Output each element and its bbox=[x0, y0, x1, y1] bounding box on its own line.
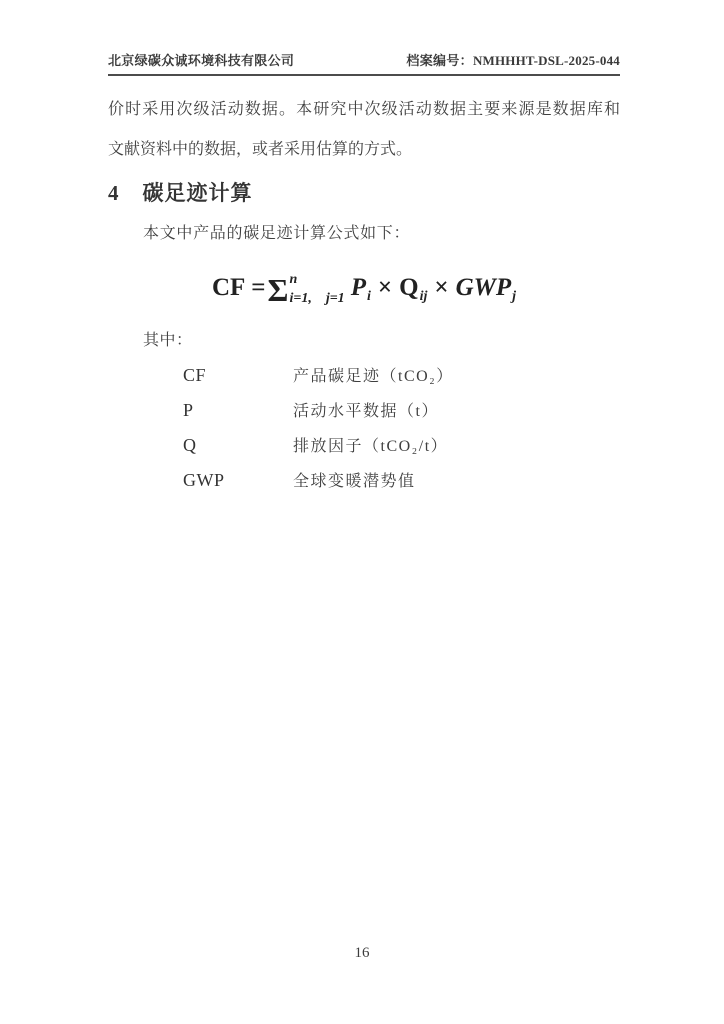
archive-label: 档案编号： bbox=[406, 53, 473, 68]
section-title: 碳足迹计算 bbox=[142, 181, 253, 205]
sigma-upper-limit: n bbox=[289, 271, 298, 287]
formula-lhs: CF bbox=[211, 274, 246, 301]
formula-term-gwp-sub: j bbox=[512, 289, 517, 304]
definition-row-cf bbox=[183, 363, 620, 398]
definition-row-p bbox=[183, 398, 620, 433]
sigma-limits bbox=[289, 271, 345, 306]
intro-line-2: 文献资料中的数据，或者采用估算的方式。 bbox=[108, 141, 413, 158]
definition-description: 全球变暖潜势值 bbox=[293, 473, 416, 490]
formula-term-p: P bbox=[350, 274, 366, 301]
formula-times-2: × bbox=[434, 274, 449, 301]
definition-row-q bbox=[183, 433, 620, 468]
formula-sigma-group bbox=[267, 271, 345, 308]
page-number: 16 bbox=[354, 945, 370, 961]
definitions-list bbox=[183, 363, 620, 503]
carbon-footprint-formula bbox=[108, 266, 620, 319]
sigma-lower-limit: i=1, j=1 bbox=[289, 290, 345, 306]
formula-term-q-sub: ij bbox=[419, 289, 428, 304]
definition-term: Q bbox=[183, 435, 197, 455]
definition-term: GWP bbox=[183, 470, 225, 490]
formula-intro-text: 本文中产品的碳足迹计算公式如下： bbox=[143, 225, 411, 242]
page-header bbox=[108, 50, 620, 76]
formula-term-p-sub: i bbox=[366, 289, 371, 304]
definition-description: 排放因子（tCO₂/t） bbox=[293, 438, 449, 455]
formula-term-gwp: GWP bbox=[455, 274, 512, 301]
section-number: 4 bbox=[108, 181, 119, 205]
archive-number-value: NMHHHT-DSL-2025-044 bbox=[472, 53, 620, 68]
definition-term: P bbox=[183, 400, 194, 420]
definition-term: CF bbox=[183, 365, 207, 385]
section-heading bbox=[108, 178, 620, 208]
page-content bbox=[108, 50, 620, 503]
intro-line-1: 价时采用次级活动数据。本研究中次级活动数据主要来源是数据库和 bbox=[108, 101, 620, 118]
intro-paragraph bbox=[108, 90, 620, 170]
header-archive-number bbox=[406, 50, 620, 69]
where-label: 其中： bbox=[143, 332, 193, 349]
formula-times-1: × bbox=[377, 274, 393, 301]
definition-description: 产品碳足迹（tCO₂） bbox=[293, 368, 454, 385]
definition-description: 活动水平数据（t） bbox=[293, 403, 439, 420]
definition-row-gwp bbox=[183, 468, 620, 503]
sigma-symbol: Σ bbox=[267, 272, 289, 308]
header-company-name: 北京绿碳众诚环境科技有限公司 bbox=[108, 53, 295, 68]
formula-term-q: Q bbox=[399, 274, 419, 301]
formula-equals: = bbox=[251, 274, 266, 301]
